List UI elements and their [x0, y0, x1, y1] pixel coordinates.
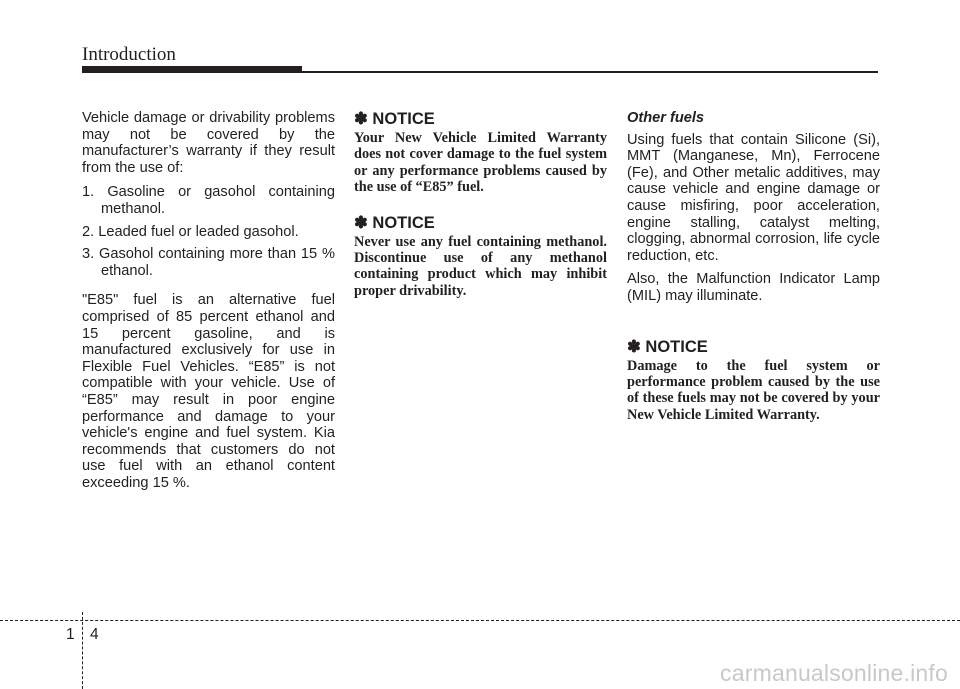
section-number: 1 [66, 626, 75, 643]
column-2 [354, 110, 607, 299]
column-1 [82, 110, 335, 491]
notice-heading: ✽ NOTICE [627, 337, 708, 356]
notice-heading: ✽ NOTICE [354, 110, 435, 128]
page-number: 4 [90, 626, 99, 643]
header-title: Introduction [82, 44, 176, 65]
footer-rule [0, 620, 960, 621]
intro-paragraph: Vehicle damage or drivability problems may not be covered by the manufacturer’s warranty if they result from the use of: [82, 110, 335, 176]
watermark: carmanualsonline.info [720, 660, 948, 686]
notice-text: Never use any fuel containing methanol. Discontinue use of any methanol containing product which may inhibit proper drivability. [354, 233, 607, 299]
mil-paragraph: Also, the Malfunction Indicator Lamp (MIL) may illuminate. [627, 271, 880, 304]
header-rule [82, 71, 878, 73]
e85-paragraph: "E85" fuel is an alternative fuel comprised of 85 percent ethanol and 15 percent gasoline, and is manufactured exclusively for use in Flexible Fuel Vehicles. “E85” is not compatible with your vehicle. Use of “E85” may result in poor engine performance and damage to your vehicle's engine and fuel system. Kia recommends that customers do not use fuel with an ethanol content exceeding 15 %. [82, 292, 335, 491]
other-fuels-paragraph: Using fuels that contain Silicone (Si), MMT (Manganese, Mn), Ferrocene (Fe), and Other metalic additives, may cause vehicle and engine damage or cause misfiring, poor acceleration, engine stalling, catalyst melting, clogging, abnormal corrosion, life cycle reduction, etc. [627, 131, 880, 264]
list-item: 2. Leaded fuel or leaded gasohol. [82, 223, 299, 240]
notice-text: Damage to the fuel system or performance problem caused by the use of these fuels may not be covered by your New Vehicle Limited Warranty. [627, 357, 880, 423]
list-item: 1. Gasoline or gasohol containing methanol. [82, 184, 335, 217]
other-fuels-heading: Other fuels [627, 110, 705, 126]
footer-divider [82, 612, 83, 689]
notice-heading: ✽ NOTICE [354, 213, 435, 232]
column-3 [627, 110, 880, 423]
list-item: 3. Gasohol containing more than 15 % ethanol. [82, 246, 335, 279]
fuel-list [82, 184, 335, 279]
notice-text: Your New Vehicle Limited Warranty does not cover damage to the fuel system or any performance problems caused by the use of “E85” fuel. [354, 130, 607, 196]
